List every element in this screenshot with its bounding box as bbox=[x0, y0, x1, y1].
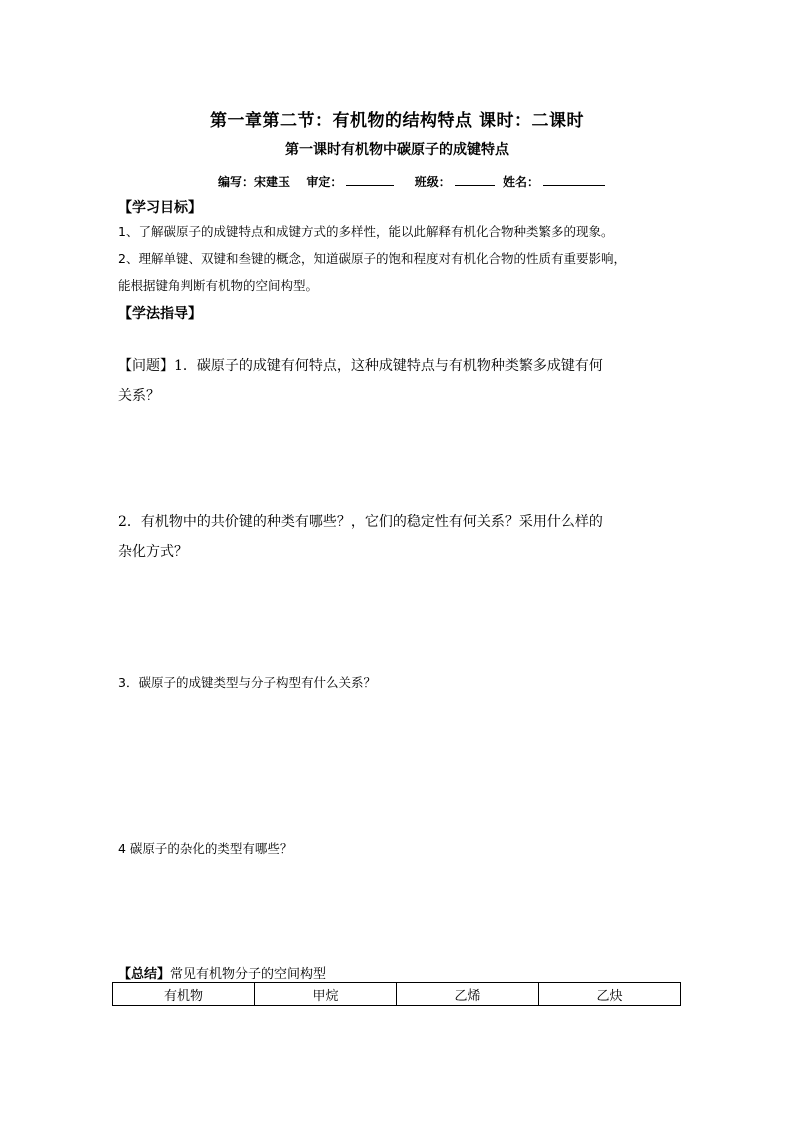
question-3: 3．碳原子的成键类型与分子构型有什么关系？ bbox=[118, 675, 376, 690]
guidance-heading: 【学法指导】 bbox=[118, 306, 202, 322]
author-label: 编写： bbox=[218, 175, 255, 189]
document-meta bbox=[218, 172, 609, 190]
author-name: 宋建玉 bbox=[254, 175, 291, 189]
question-1-line-2: 关系？ bbox=[118, 388, 160, 404]
question-2-line-2: 杂化方式？ bbox=[118, 544, 188, 560]
objective-item-1: 1、了解碳原子的成键特点和成键方式的多样性，能以此解释有机化合物种类繁多的现象。 bbox=[118, 224, 614, 239]
table-header-cell: 甲烷 bbox=[255, 983, 397, 1006]
summary-table bbox=[112, 982, 681, 1006]
summary-heading-bracket: 【总结】 bbox=[118, 967, 171, 982]
table-header-cell: 乙炔 bbox=[539, 983, 681, 1006]
table-header-cell: 有机物 bbox=[113, 983, 255, 1006]
class-blank[interactable] bbox=[455, 172, 495, 186]
summary-heading bbox=[118, 963, 326, 982]
summary-heading-text: 常见有机物分子的空间构型 bbox=[170, 967, 327, 982]
objective-item-2: 2、理解单键、双键和叁键的概念，知道碳原子的饱和程度对有机化合物的性质有重要影响， bbox=[118, 251, 626, 266]
objectives-heading: 【学习目标】 bbox=[118, 200, 202, 216]
table-header-cell: 乙烯 bbox=[397, 983, 539, 1006]
table-row bbox=[113, 983, 681, 1006]
objective-item-3: 能根据键角判断有机物的空间构型。 bbox=[118, 278, 319, 293]
name-label: 姓名： bbox=[503, 175, 540, 189]
document-title: 第一章第二节：有机物的结构特点 课时：二课时 bbox=[210, 111, 584, 131]
reviewer-blank[interactable] bbox=[346, 172, 394, 186]
reviewer-label: 审定： bbox=[306, 175, 343, 189]
question-1-line-1: 【问题】1．碳原子的成键有何特点，这种成键特点与有机物种类繁多成键有何 bbox=[118, 358, 603, 374]
name-blank[interactable] bbox=[543, 172, 605, 186]
question-2-line-1: 2．有机物中的共价键的种类有哪些？，它们的稳定性有何关系？采用什么样的 bbox=[118, 514, 603, 530]
class-label: 班级： bbox=[414, 175, 451, 189]
document-subtitle: 第一课时有机物中碳原子的成键特点 bbox=[285, 142, 509, 158]
question-4: 4 碳原子的杂化的类型有哪些？ bbox=[118, 841, 293, 856]
